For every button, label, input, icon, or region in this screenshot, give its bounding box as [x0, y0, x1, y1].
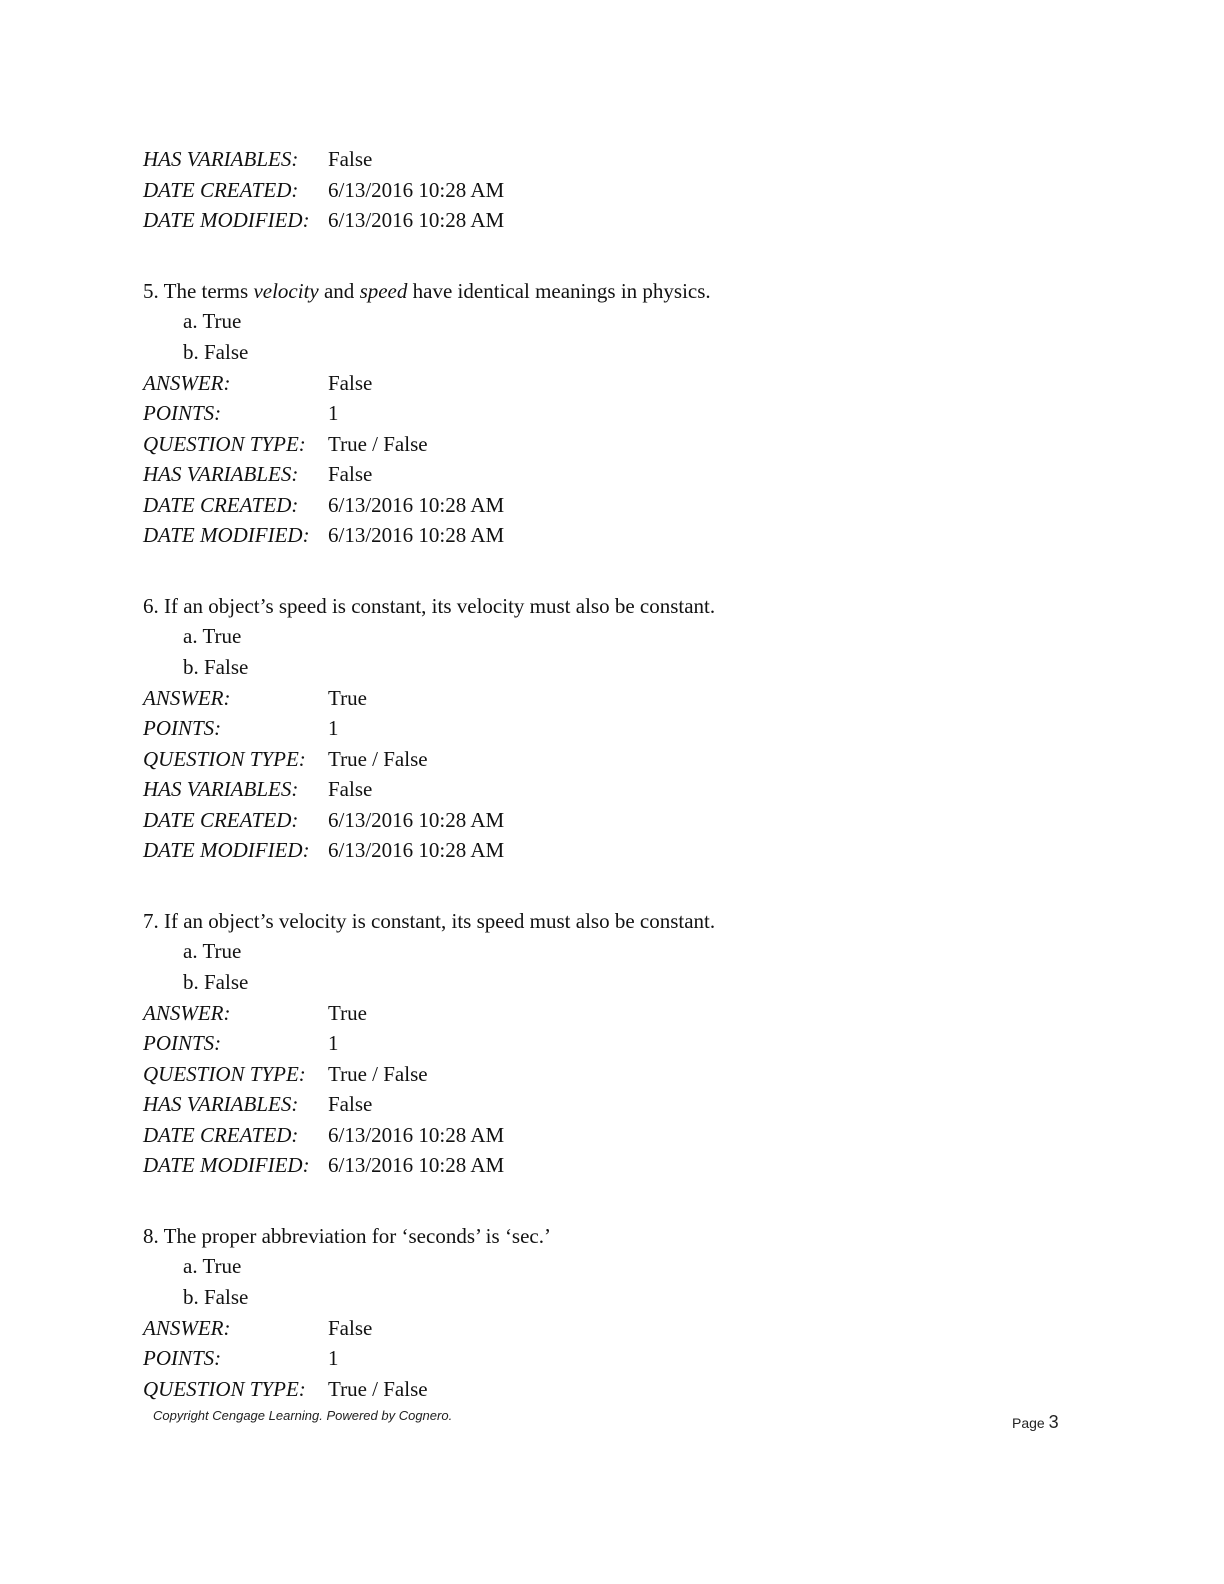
meta-row — [143, 205, 1143, 236]
meta-row — [143, 368, 1143, 399]
meta-row — [143, 398, 1143, 429]
meta-value: True — [328, 1000, 367, 1025]
question-text: 7. If an object’s velocity is constant, its speed must also be constant. — [143, 908, 716, 933]
meta-value: 1 — [328, 401, 339, 425]
question-6 — [143, 591, 1143, 866]
meta-label: QUESTION TYPE: — [143, 746, 306, 771]
meta-label: DATE MODIFIED: — [143, 523, 310, 547]
meta-row — [143, 1313, 1143, 1344]
meta-value: 6/13/2016 10:28 AM — [328, 1122, 505, 1147]
meta-label: QUESTION TYPE: — [143, 1061, 306, 1086]
meta-label: QUESTION TYPE: — [143, 431, 306, 456]
meta-row — [143, 175, 1143, 206]
meta-value: 6/13/2016 10:28 AM — [328, 523, 505, 547]
option-true: a. True — [183, 1253, 242, 1278]
footer-page-number — [1012, 1412, 1059, 1433]
question-4-meta — [143, 144, 1143, 236]
meta-row — [143, 744, 1143, 775]
meta-row — [143, 520, 1143, 551]
meta-value: 6/13/2016 10:28 AM — [328, 177, 505, 202]
meta-value: True / False — [328, 1376, 428, 1401]
meta-value: True / False — [328, 746, 428, 771]
question-text-part: have identical meanings in physics. — [407, 278, 711, 303]
option-false: b. False — [183, 1284, 249, 1309]
meta-value: 6/13/2016 10:28 AM — [328, 208, 505, 232]
meta-value: True / False — [328, 1061, 428, 1086]
footer-copyright: Copyright Cengage Learning. Powered by Cognero. — [153, 1408, 453, 1423]
meta-label: DATE CREATED: — [143, 177, 299, 202]
meta-row — [143, 998, 1143, 1029]
meta-row — [143, 1028, 1143, 1059]
meta-row — [143, 683, 1143, 714]
meta-row — [143, 1150, 1143, 1181]
meta-label: QUESTION TYPE: — [143, 1376, 306, 1401]
meta-label: HAS VARIABLES: — [143, 777, 299, 801]
meta-label: POINTS: — [143, 401, 222, 425]
meta-row — [143, 1374, 1143, 1405]
meta-value: 6/13/2016 10:28 AM — [328, 807, 505, 832]
meta-label: POINTS: — [143, 1031, 222, 1055]
meta-label: POINTS: — [143, 716, 222, 740]
meta-value: False — [328, 777, 373, 801]
meta-label: ANSWER: — [143, 1000, 231, 1025]
meta-row — [143, 835, 1143, 866]
option-false: b. False — [183, 969, 249, 994]
meta-label: DATE MODIFIED: — [143, 1153, 310, 1177]
question-term-speed: speed — [359, 278, 408, 303]
meta-row — [143, 805, 1143, 836]
question-text: 6. If an object’s speed is constant, its velocity must also be constant. — [143, 593, 716, 618]
meta-row — [143, 1059, 1143, 1090]
question-text-part: and — [318, 278, 360, 303]
option-false: b. False — [183, 339, 249, 364]
meta-label: DATE MODIFIED: — [143, 208, 310, 232]
meta-value: False — [328, 1315, 373, 1340]
meta-label: HAS VARIABLES: — [143, 462, 299, 486]
meta-value: False — [328, 462, 373, 486]
question-7 — [143, 906, 1143, 1181]
meta-value: 6/13/2016 10:28 AM — [328, 1153, 505, 1177]
meta-row — [143, 1120, 1143, 1151]
page-body — [143, 144, 1143, 1404]
meta-label: DATE CREATED: — [143, 492, 299, 517]
question-8 — [143, 1221, 1143, 1405]
question-text-part: 5. The terms — [143, 278, 254, 303]
meta-value: 6/13/2016 10:28 AM — [328, 838, 505, 862]
meta-row — [143, 459, 1143, 490]
question-5 — [143, 276, 1143, 551]
page-number: 3 — [1048, 1412, 1059, 1432]
option-true: a. True — [183, 308, 242, 333]
meta-label: DATE CREATED: — [143, 807, 299, 832]
option-true: a. True — [183, 623, 242, 648]
meta-label: ANSWER: — [143, 370, 231, 395]
meta-value: 1 — [328, 716, 339, 740]
meta-row — [143, 144, 1143, 175]
question-term-velocity: velocity — [253, 278, 319, 303]
meta-value: 1 — [328, 1346, 339, 1370]
meta-row — [143, 774, 1143, 805]
meta-value: False — [328, 1092, 373, 1116]
meta-label: ANSWER: — [143, 1315, 231, 1340]
meta-value: False — [328, 370, 373, 395]
meta-label: HAS VARIABLES: — [143, 1092, 299, 1116]
option-true: a. True — [183, 938, 242, 963]
meta-label: ANSWER: — [143, 685, 231, 710]
question-text: 8. The proper abbreviation for ‘seconds’ is ‘sec.’ — [143, 1223, 551, 1248]
meta-row — [143, 713, 1143, 744]
page-label: Page — [1012, 1415, 1045, 1431]
meta-value: 6/13/2016 10:28 AM — [328, 492, 505, 517]
question-text — [143, 276, 1143, 306]
meta-row — [143, 1343, 1143, 1374]
meta-row — [143, 429, 1143, 460]
meta-label: DATE MODIFIED: — [143, 838, 310, 862]
meta-row — [143, 490, 1143, 521]
meta-label: POINTS: — [143, 1346, 222, 1370]
meta-value: False — [328, 147, 373, 171]
meta-value: True — [328, 685, 367, 710]
meta-row — [143, 1089, 1143, 1120]
meta-label: DATE CREATED: — [143, 1122, 299, 1147]
meta-value: 1 — [328, 1031, 339, 1055]
meta-value: True / False — [328, 431, 428, 456]
option-false: b. False — [183, 654, 249, 679]
meta-label: HAS VARIABLES: — [143, 147, 299, 171]
